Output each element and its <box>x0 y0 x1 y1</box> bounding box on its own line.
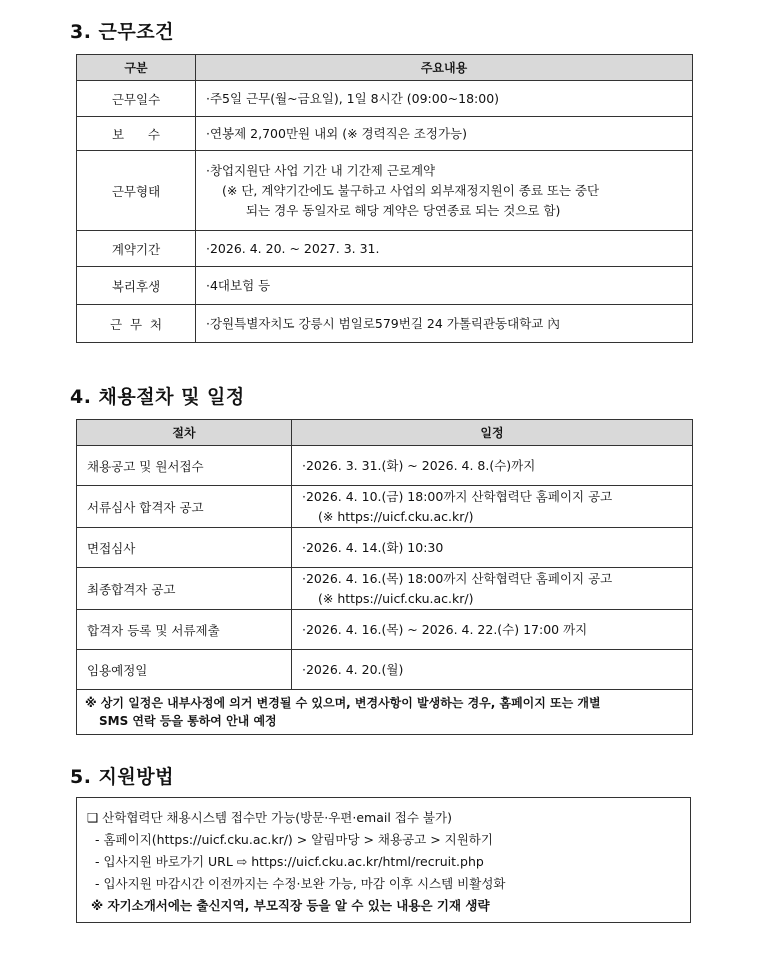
content-line: ·4대보험 등 <box>206 277 271 293</box>
row-content <box>196 305 693 343</box>
content-line: ·강원특별자치도 강릉시 범일로579번길 24 가톨릭관동대학교 內 <box>206 315 560 331</box>
content-line: (※ https://uicf.cku.ac.kr/) <box>318 590 474 606</box>
content-line: ·2026. 4. 14.(화) 10:30 <box>302 539 444 555</box>
table-row <box>77 305 693 343</box>
row-content <box>292 610 693 650</box>
method-line: - 홈페이지(https://uicf.cku.ac.kr/) > 알림마당 > 채용공고 > 지원하기 <box>95 832 493 847</box>
table-row <box>77 81 693 117</box>
content-line: (※ 단, 계약기간에도 불구하고 사업의 외부재정지원이 종료 또는 중단 <box>222 182 600 198</box>
row-label: 합격자 등록 및 서류제출 <box>77 610 292 650</box>
table-header-row <box>77 55 693 81</box>
note-line: ※ 상기 일정은 내부사정에 의거 변경될 수 있으며, 변경사항이 발생하는 경우, 홈페이지 또는 개별 <box>85 696 601 710</box>
method-line: ❑ 산학협력단 채용시스템 접수만 가능(방문·우편·email 접수 불가) <box>87 810 452 825</box>
header-schedule: 일정 <box>292 420 693 446</box>
content-line: ·2026. 4. 16.(목) ~ 2026. 4. 22.(수) 17:00 까지 <box>302 621 588 637</box>
row-label: 계약기간 <box>77 231 196 267</box>
row-content <box>292 486 693 528</box>
content-line: ·주5일 근무(월~금요일), 1일 8시간 (09:00~18:00) <box>206 90 500 106</box>
row-content <box>292 528 693 568</box>
row-content <box>196 151 693 231</box>
row-content <box>196 81 693 117</box>
row-label: 임용예정일 <box>77 650 292 690</box>
row-content <box>292 650 693 690</box>
row-label: 보 수 <box>77 117 196 151</box>
table-row <box>77 528 693 568</box>
row-label: 서류심사 합격자 공고 <box>77 486 292 528</box>
content-line: ·2026. 4. 16.(목) 18:00까지 산학협력단 홈페이지 공고 <box>302 570 613 586</box>
header-category: 구분 <box>77 55 196 81</box>
table-row <box>77 117 693 151</box>
table-row <box>77 486 693 528</box>
table-row <box>77 610 693 650</box>
row-label: 근무형태 <box>77 151 196 231</box>
table-row <box>77 231 693 267</box>
row-label: 채용공고 및 원서접수 <box>77 446 292 486</box>
recruitment-schedule-table <box>76 419 693 735</box>
table-row <box>77 267 693 305</box>
content-line: ·2026. 4. 20. ~ 2027. 3. 31. <box>206 240 380 256</box>
application-method-box <box>76 797 691 923</box>
row-content <box>196 117 693 151</box>
section4-title: 4. 채용절차 및 일정 <box>70 386 245 408</box>
table-row <box>77 151 693 231</box>
header-content: 주요내용 <box>196 55 693 81</box>
section3-title: 3. 근무조건 <box>70 21 174 43</box>
row-content <box>196 267 693 305</box>
table-row <box>77 446 693 486</box>
schedule-note <box>77 690 693 735</box>
table-header-row <box>77 420 693 446</box>
row-label: 근 무 처 <box>77 305 196 343</box>
row-label: 최종합격자 공고 <box>77 568 292 610</box>
content-line: (※ https://uicf.cku.ac.kr/) <box>318 508 474 524</box>
note-line: SMS 연락 등을 통하여 안내 예정 <box>99 714 277 728</box>
method-line: - 입사지원 바로가기 URL ⇨ https://uicf.cku.ac.kr/html/recruit.php <box>95 854 484 869</box>
table-row <box>77 650 693 690</box>
content-line: 되는 경우 동일자로 해당 계약은 당연종료 되는 것으로 함) <box>246 202 561 218</box>
header-procedure: 절차 <box>77 420 292 446</box>
content-line: ·2026. 4. 10.(금) 18:00까지 산학협력단 홈페이지 공고 <box>302 488 613 504</box>
content-line: ·연봉제 2,700만원 내외 (※ 경력직은 조정가능) <box>206 125 467 141</box>
content-line: ·2026. 3. 31.(화) ~ 2026. 4. 8.(수)까지 <box>302 457 536 473</box>
row-label: 면접심사 <box>77 528 292 568</box>
work-conditions-table <box>76 54 693 343</box>
row-label: 근무일수 <box>77 81 196 117</box>
table-note-row <box>77 690 693 735</box>
method-note: ※ 자기소개서에는 출신지역, 부모직장 등을 알 수 있는 내용은 기재 생략 <box>91 898 490 913</box>
section5-title: 5. 지원방법 <box>70 766 174 788</box>
table-row <box>77 568 693 610</box>
row-content <box>292 446 693 486</box>
row-content <box>196 231 693 267</box>
row-content <box>292 568 693 610</box>
content-line: ·2026. 4. 20.(월) <box>302 661 404 677</box>
row-label: 복리후생 <box>77 267 196 305</box>
method-line: - 입사지원 마감시간 이전까지는 수정·보완 가능, 마감 이후 시스템 비활성화 <box>95 876 506 891</box>
content-line: ·창업지원단 사업 기간 내 기간제 근로계약 <box>206 162 436 178</box>
